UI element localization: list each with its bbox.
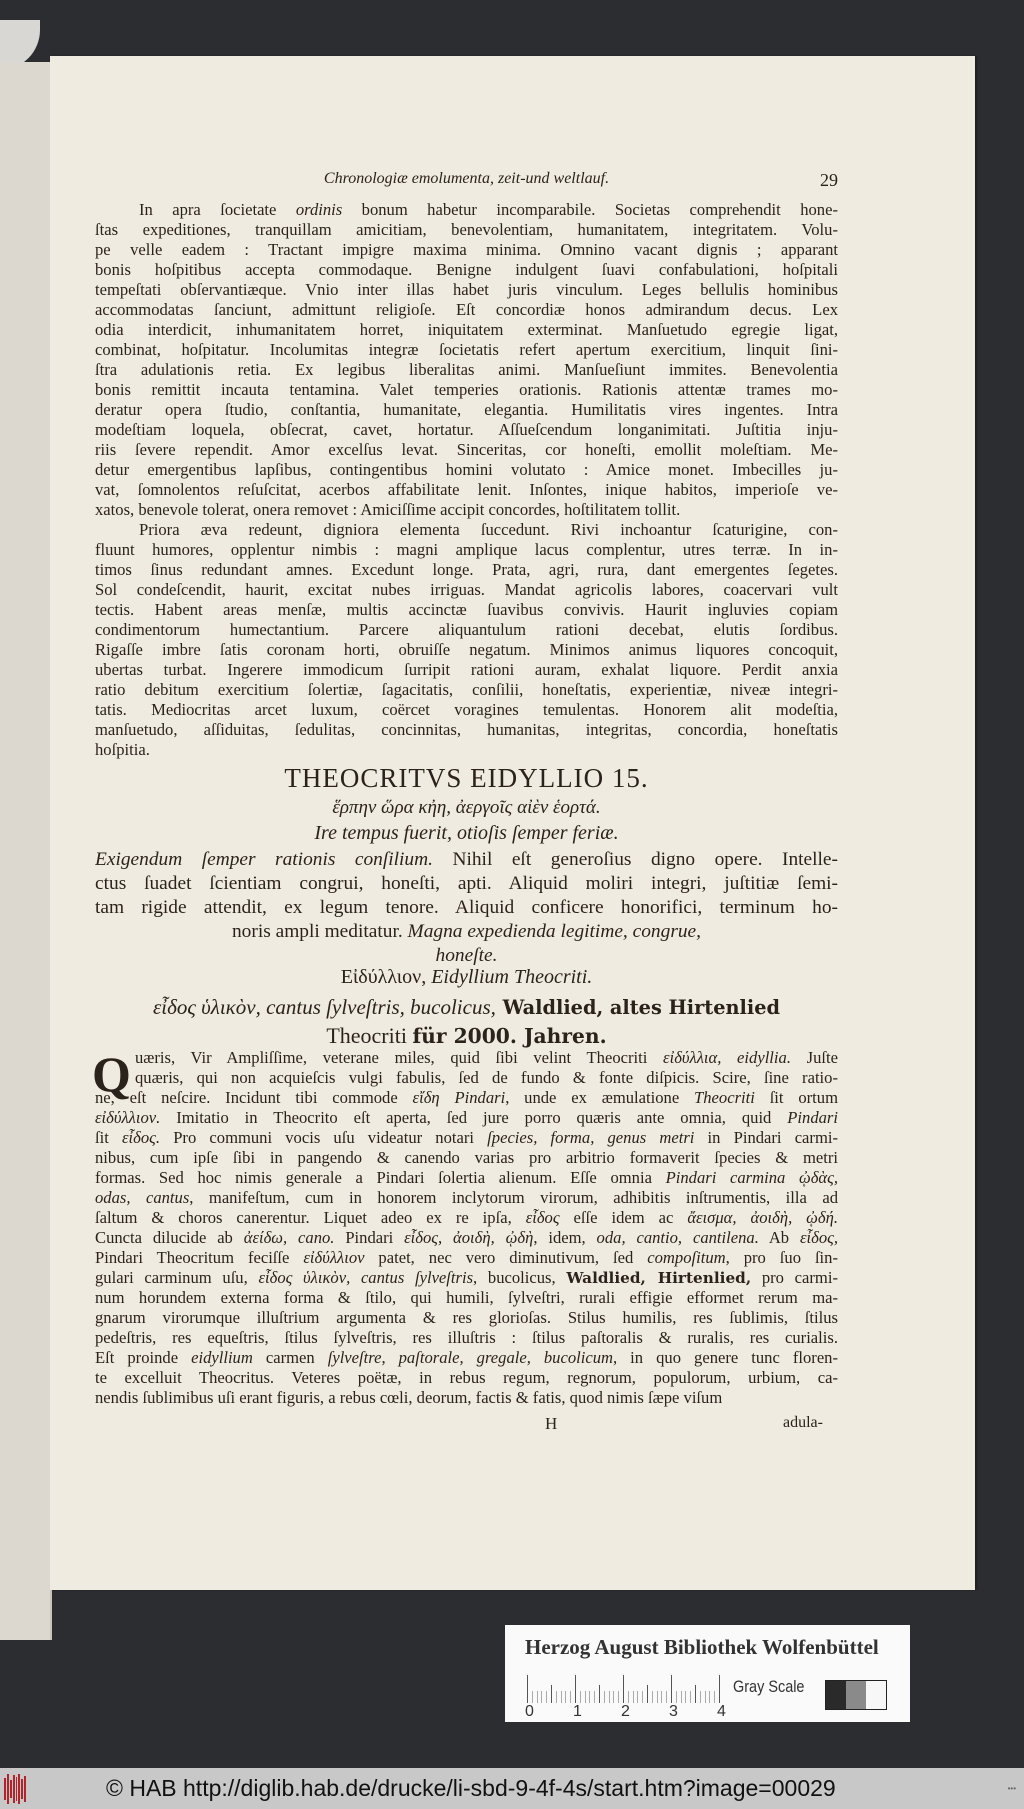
italic-text: Pindari [787,1108,838,1127]
text-line [95,1168,838,1188]
ruler-tick [700,1691,701,1703]
ruler-tick [556,1691,557,1703]
text-line [95,1208,838,1228]
fraktur-text: Waldlied, Hirtenlied, [566,1269,752,1287]
text-line [95,340,838,360]
text-line [95,200,838,220]
ruler-tick [637,1691,638,1703]
text-segment: ubertas turbat. Ingerere immodicum ſurripit rationi auram, exhalat liquore. Perdit anxia [95,660,838,679]
logo-bar [18,1774,20,1804]
text-line [95,848,838,872]
text-line [95,1388,838,1408]
swatch-cell [866,1681,886,1709]
text-line [95,1348,838,1368]
text-segment: Cuncta dilucide ab [95,1228,244,1247]
text-segment: Nihil eſt generoſius digno opere. Intelle- [432,849,838,870]
text-segment: bonum habetur incomparabile. Societas comprehendit hone- [342,200,838,219]
text-line [95,896,838,920]
text-line [95,480,838,500]
italic-text: compoſitum [647,1248,726,1267]
hab-logo-icon [4,1774,26,1804]
ruler-tick [565,1691,566,1703]
text-line [95,1048,838,1068]
text-segment: Imitatio in Theocrito eſt aperta, ſed jure porro quæris ante omnia, quid [160,1108,788,1127]
text-line [95,540,838,560]
text-line [95,620,838,640]
text-line [95,872,838,896]
section-heading: THEOCRITVS EIDYLLIO 15. [284,763,649,793]
subtitle-years [95,1023,838,1049]
logo-bar [4,1778,6,1800]
logo-bar [7,1774,9,1804]
ruler-tick [546,1691,547,1703]
text-line [95,580,838,600]
gray-scale-swatch [825,1680,887,1710]
text-segment: gnarum virorumque illuſtrium argumenta & res glorioſas. Stilus humilis, res ſublimis, ſtilus [95,1308,838,1327]
text-segment: vat, ſomnolentos reſuſcitat, acerbos affabilitate lenit. Inſontes, inique habitos, imperioſe ve- [95,480,838,499]
italic-text: Magna expedienda legitime, congrue, [407,921,702,942]
drop-cap: Q [92,1046,131,1102]
text-line [95,1148,838,1168]
text-segment: accommodatas ſanciunt, admittunt religioſe. Eſt concordiæ honos admirandum decus. Lex [95,300,838,319]
text-segment: ratio debitum exercitium ſolertiæ, ſagacitatis, conſilii, honeſtatis, experientiæ, niveæ integri- [95,680,838,699]
ruler-tick [647,1685,648,1703]
text-line [95,1328,838,1348]
text-segment: modeſtiam loquela, obſecrat, cavet, hortatur. Aſſueſcendum longanimitati. Juſtitia inju- [95,420,838,439]
text-line [95,720,838,740]
text-line [95,300,838,320]
text-line [95,660,838,680]
text-segment: nendis ſublimibus uſi erant figuris, a rebus cœli, deorum, factis & fatis, quod nimis ſæpe viſum [95,1388,723,1407]
ruler-tick [671,1675,672,1703]
italic-text: εἰδύλλιον [303,1248,365,1267]
ruler-number: 0 [525,1703,534,1720]
ruler-tick [709,1691,710,1703]
text-segment: deratur opera ſtudio, conſtantia, humanitate, elegantia. Humilitatis vires ingentes. Intra [95,400,838,419]
text-segment: nibus, cum ipſe ſibi in pangendo & canendo varias pro arbitrio formaverit ſpecies & metri [95,1148,838,1167]
text-line [95,400,838,420]
text-segment: tectis. Habent areas menſæ, multis accinctæ ſuavibus convivis. Haurit ingluvies copiam [95,600,838,619]
text-segment: ſaltum & choros canerentur. Liquet adeo ex re ipſa, [95,1208,526,1227]
ruler-tick [714,1691,715,1703]
text-line [95,1188,838,1208]
text-line [95,1308,838,1328]
text-line [95,320,838,340]
paragraph-2 [95,520,838,760]
ruler-tick [575,1675,576,1703]
logo-bar [13,1775,15,1803]
italic-text: Exigendum ſemper rationis conſilium. [95,849,433,870]
text-segment: combinat, hoſpitatur. Incolumitas integræ ſocietatis refert apertum exercitium, linquit ſini- [95,340,838,359]
italic-text: Pindari carmina ᾠδὰς, [665,1168,838,1187]
text-segment: te excelluit Theocritus. Veteres poëtæ, in rebus regum, regnorum, populorum, urbium, ca- [95,1368,838,1387]
ruler-tick [589,1691,590,1703]
text-line [95,944,838,968]
text-segment: odia interdicit, inhumanitatem horret, iniquitatem exterminat. Manſuetudo egregie ligat, [95,320,838,339]
ruler-number: 4 [717,1703,726,1720]
text-line [95,1268,838,1288]
ruler-tick [681,1691,682,1703]
text-line [95,280,838,300]
text-segment: gulari carminum uſu, [95,1268,259,1287]
text-segment: , unde ex æmulatione [505,1088,695,1107]
text-segment: patet, nec vero diminutivum, ſed [364,1248,648,1267]
italic-text: honeſte. [435,945,498,966]
text-line [95,260,838,280]
signature-mark: H [545,1414,558,1433]
text-line [95,240,838,260]
text-segment: bonis hoſpitibus accepta commodaque. Benigne indulgent ſuavi confabulationi, hoſpitali [95,260,838,279]
italic-text: Theocriti [694,1088,755,1107]
ruler-number: 1 [573,1703,582,1720]
text-line [95,1108,838,1128]
text-segment: , idem, [533,1228,597,1247]
text-line [95,740,838,760]
text-line [95,500,838,520]
text-segment: , manifeſtum, cum in honorem inclytorum virorum, adhibitis inſtrumentis, illa ad [189,1188,838,1207]
logo-bar [16,1777,18,1801]
ruler-tick [628,1691,629,1703]
text-segment: fluunt humores, opplentur nimbis : magni amplique lacus complentur, utres terræ. In in- [95,540,838,559]
text-line [95,1368,838,1388]
text-segment: , in quo genere tunc floren- [613,1348,838,1367]
text-segment: , pro ſuo ſin- [725,1248,838,1267]
text-segment: Rigaſſe imbre ſatis coronam horti, obruiſſe negatum. Minimos animus liquores concoquit, [95,640,838,659]
text-line [95,380,838,400]
italic-text: oda, cantio, cantilena. [596,1228,759,1247]
italic-text: εἶδος, [799,1228,838,1247]
subtitle-greek: εἶδος ὑλικὸν, [152,995,267,1019]
italic-text: εἴδη Pindari [412,1088,506,1107]
italic-text: εἰδύλλιον. [95,1108,161,1127]
text-line [95,220,838,240]
swatch-cell [826,1681,846,1709]
text-segment: Pindari Theocritum feciſſe [95,1248,304,1267]
italic-text: ἀείδω, cano. [243,1228,335,1247]
ruler-tick [618,1691,619,1703]
running-header [95,170,838,192]
subtitle-german: für 2000. Jahren. [412,1024,607,1048]
text-segment: pedeſtris, res equeſtris, ſtilus ſylveſtris, res illuſtris : ſtilus paſtoralis & ruralis, res curialis. [95,1328,838,1347]
ruler-tick [609,1691,610,1703]
text-segment: Eſt proinde [95,1348,192,1367]
ruler-number: 2 [621,1703,630,1720]
logo-bar [24,1776,26,1802]
ruler-tick [685,1691,686,1703]
text-line [95,1248,838,1268]
subtitle-greek: Εἰδύλλιον, [340,966,432,988]
text-segment: In apra ſocietate [139,200,296,219]
italic-text: ſpecies, forma, genus metri [487,1128,695,1147]
text-segment: formas. Sed hoc nimis generale a Pindari ſolertia alienum. Eſſe omnia [95,1168,666,1187]
text-segment: ſit [95,1128,122,1147]
italic-text: eidyllium [191,1348,253,1367]
paragraph-3 [95,1048,838,1408]
text-segment: quæris, qui non acquieſcis vulgi fabulis, ſed de fundo & fonte diſpicis. Scire, ſine ratio- [135,1068,838,1087]
ruler-tick [527,1675,528,1703]
text-segment: tempeſtati obſervantiæque. Vnio inter illas habet juris vinculum. Leges bellulis hominibus [95,280,838,299]
running-title: Chronologiæ emolumenta, zeit-und weltlauf. [323,170,610,187]
ruler-tick [585,1691,586,1703]
library-color-target [505,1625,910,1722]
ruler-tick [657,1691,658,1703]
text-segment: detur emergentibus lapſibus, contingentibus homini volutato : Amice monet. Imbecilles ju- [95,460,838,479]
logo-bar [10,1780,12,1798]
text-segment: , bucolicus, [473,1268,567,1287]
text-line [95,360,838,380]
text-line [95,1288,838,1308]
text-segment: Priora æva redeunt, digniora elementa ſuccedunt. Rivi inchoantur ſcaturigine, con- [139,520,838,539]
text-line [95,440,838,460]
ruler-tick [570,1691,571,1703]
text-segment: Sol condeſcendit, haurit, excitat nubes irriguas. Mandat agricolis labores, coacervari vult [95,580,838,599]
text-segment: num horundem externa forma & ſtilo, qui humili, ſylveſtri, rurali effigie efformet rerum ma- [95,1288,838,1307]
italic-text: ſylveſtre, paſtorale, gregale, bucolicum [327,1348,614,1367]
italic-text: εἶδος, ἀοιδὴ, ᾠδὴ [404,1228,534,1247]
text-segment: hoſpitia. [95,740,150,759]
text-line [95,700,838,720]
ruler-tick [551,1685,552,1703]
text-segment: ne, eſt neſcire. Incidunt tibi commode [95,1088,413,1107]
ruler-tick [705,1691,706,1703]
greek-verse: ἕρπην ὥρα κἠη, ἀεργοῖς αἰὲν ἑορτά. [332,797,601,818]
ruler-tick [613,1691,614,1703]
italic-text: εἰδύλλια, eidyllia. [663,1048,791,1067]
subtitle-latin: Theocriti [326,1023,413,1048]
subtitle-eidyllium [95,966,838,989]
italic-text: ordinis [295,200,343,219]
ruler-tick [604,1691,605,1703]
text-segment: carmen [252,1348,328,1367]
ruler-tick [719,1675,720,1703]
text-segment: Pro communi vocis uſu videatur notari [160,1128,488,1147]
text-line [95,560,838,580]
page-number: 29 [820,170,838,190]
text-segment: pe velle eadem : Tractant impigre maxima minima. Omnino vacant dignis ; apparant [95,240,838,259]
text-line [95,920,838,944]
text-line [95,1068,838,1088]
text-line [95,460,838,480]
subtitle-eidos [95,995,838,1020]
logo-bar [21,1779,23,1799]
text-line [95,420,838,440]
ruler-tick [541,1691,542,1703]
text-line [95,1128,838,1148]
text-segment: ſit ortum [754,1088,838,1107]
text-segment: in Pindari carmi- [694,1128,838,1147]
paragraph-1 [95,200,838,520]
text-segment: riis ſevere rependit. Amor excelſus levat. Sinceritas, cor honeſti, emollit moleſtiam. Me- [95,440,838,459]
ruler-tick [599,1685,600,1703]
text-segment: Pindari [334,1228,405,1247]
subtitle-latin: cantus ſylveſtris, bucolicus, [266,995,496,1019]
ruler-tick [594,1691,595,1703]
text-segment: ctus ſuadet ſcientiam congrui, honeſti, apti. Aliquid moliri integri, juſtitiæ ſemi- [95,873,838,894]
text-line [95,520,838,540]
text-line [95,1228,838,1248]
ruler-tick [561,1691,562,1703]
italic-text: εἶδος ὑλικὸν, cantus ſylveſtris [258,1268,474,1287]
menu-dots-icon[interactable]: ••• [1007,1784,1016,1793]
ruler-tick [676,1691,677,1703]
text-segment: noris ampli meditatur. [231,921,408,942]
ruler-tick [580,1691,581,1703]
previous-page-edge [0,62,52,1640]
ruler-number: 3 [669,1703,678,1720]
text-segment: xatos, benevole tolerat, onera removet : Amiciſſime accipit concordes, hoſtilitatem tollit. [95,500,681,519]
catchword: adula- [783,1414,823,1431]
text-segment: ſtra adulationis retia. Ex legibus liberalitas animi. Manſueſiunt immites. Benevolentia [95,360,838,379]
text-segment: condimentorum humectantium. Parcere aliquantulum rationi decebat, elutis ſordibus. [95,620,838,639]
italic-text: εἶδος. [122,1128,161,1147]
ruler-tick [633,1691,634,1703]
subtitle-german: Waldlied, altes Hirtenlied [495,996,781,1019]
text-segment: ſtas expeditiones, tranquillam amicitiam, benevolentiam, humanitatem, integritatem. Volu- [95,220,838,239]
ruler-scale [527,1675,722,1703]
italic-text: odas, cantus [95,1188,190,1207]
italic-text: ἄεισμα, ἀοιδὴ, ᾠδή. [687,1208,838,1227]
ruler-tick [623,1675,624,1703]
text-segment: manſuetudo, aſſiduitas, ſedulitas, concinnitas, humanitas, integritas, concordia, honeſtatis [95,720,838,739]
ruler-tick [537,1691,538,1703]
footer-bar [0,1768,1024,1809]
text-segment: uæris, Vir Ampliſſime, veterane miles, quid ſibi velint Theocriti [135,1048,664,1067]
ruler-tick [666,1691,667,1703]
ruler-tick [661,1691,662,1703]
text-line [95,680,838,700]
text-line [95,1088,838,1108]
gray-scale-label: Gray Scale [733,1677,805,1696]
ruler-tick [652,1691,653,1703]
copyright-url[interactable]: © HAB http://diglib.hab.de/drucke/li-sbd-9-4f-4s/start.htm?image=00029 [106,1775,836,1801]
text-line [95,600,838,620]
text-segment: timos ſinus redundant amnes. Excedunt longe. Prata, agri, rura, dant emergentes ſegetes. [95,560,838,579]
ruler-tick [695,1685,696,1703]
ruler-tick [690,1691,691,1703]
text-segment: bonis remittit incauta tentamina. Valet temperies orationis. Rationis attentæ trames mo- [95,380,838,399]
subtitle-latin: Eidyllium Theocriti. [431,966,593,988]
text-segment: Juſte [790,1048,838,1067]
swatch-cell [846,1681,866,1709]
motto-paragraph [95,848,838,968]
text-segment: tatis. Mediocritas arcet luxum, coërcet voragines temulentas. Honorem alit modeſtia, [95,700,838,719]
ruler-tick [642,1691,643,1703]
text-segment: tam rigide attendit, ex legum tenore. Aliquid conficere honorifici, terminum ho- [95,897,838,918]
text-segment: Ab [758,1228,800,1247]
ruler-tick [532,1691,533,1703]
latin-verse: Ire tempus fuerit, otioſis ſemper feriæ. [314,822,619,844]
italic-text: εἶδος [525,1208,560,1227]
library-name: Herzog August Bibliothek Wolfenbüttel [525,1635,879,1659]
text-segment: eſſe idem ac [559,1208,688,1227]
text-segment: pro carmi- [751,1268,838,1287]
text-line [95,640,838,660]
